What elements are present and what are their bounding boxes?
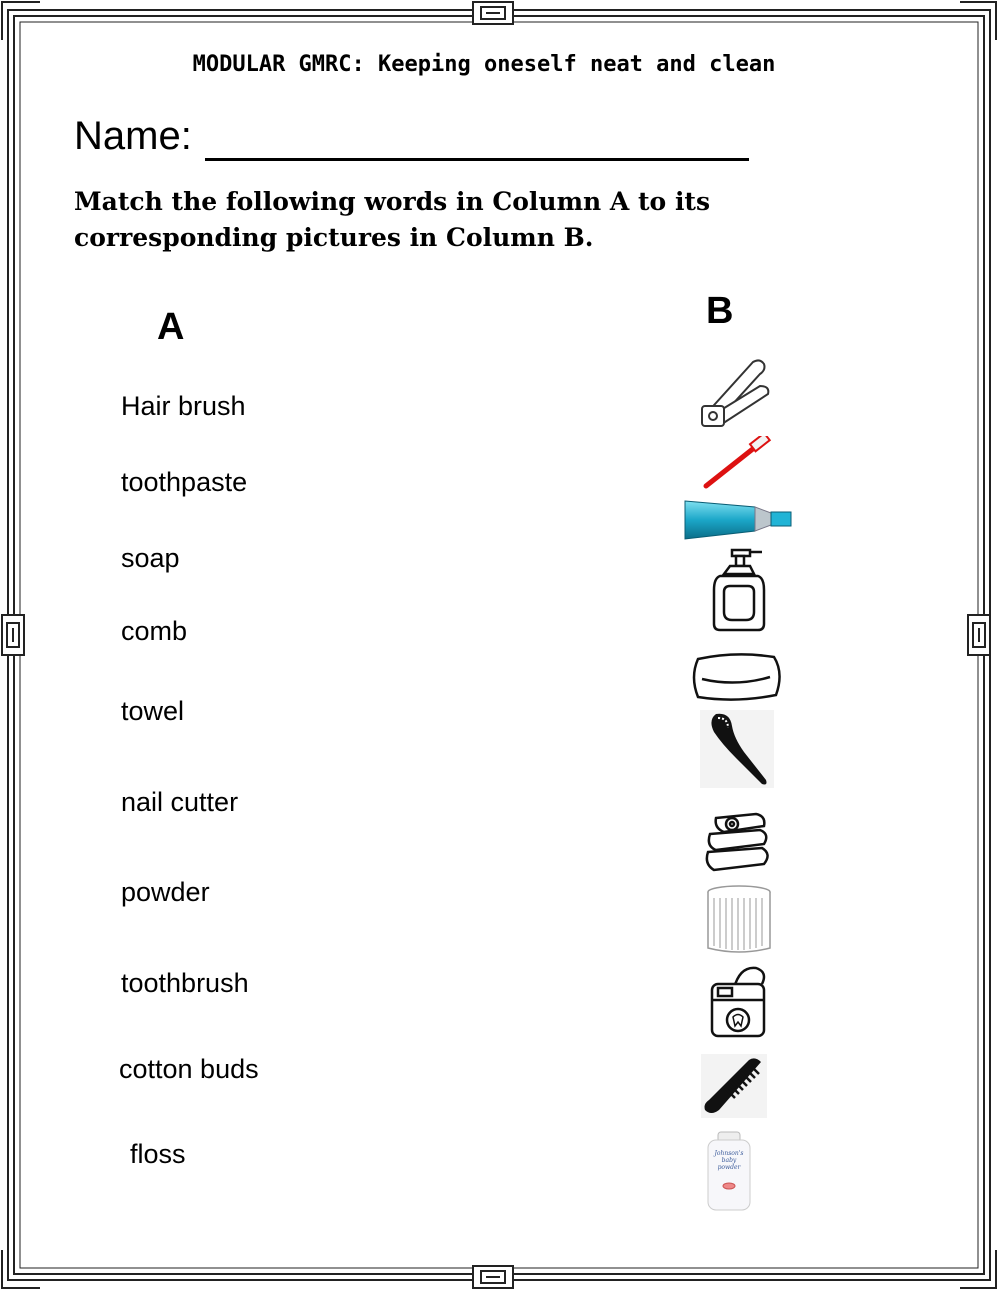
word-comb[interactable]: comb xyxy=(121,616,188,646)
liquid-soap-icon[interactable] xyxy=(710,546,768,634)
powder-label-baby: baby xyxy=(721,1157,737,1164)
powder-label-powder: powder xyxy=(717,1164,741,1171)
word-nail-cutter[interactable]: nail cutter xyxy=(121,787,239,817)
left-ornament xyxy=(2,615,24,655)
word-toothbrush[interactable]: toothbrush xyxy=(121,968,249,998)
instructions: Match the following words in Column A to its corresponding pictures in Column B. xyxy=(74,187,711,252)
toothpaste-icon[interactable] xyxy=(683,497,795,543)
word-soap[interactable]: soap xyxy=(121,543,180,573)
powder-bottle xyxy=(704,1130,754,1212)
word-cotton-buds[interactable]: cotton buds xyxy=(119,1054,259,1084)
nail-cutter-icon[interactable] xyxy=(698,356,778,434)
powder-label-brand: Johnson's xyxy=(714,1150,744,1157)
right-ornament xyxy=(968,615,990,655)
word-towel[interactable]: towel xyxy=(121,696,185,726)
towel-icon[interactable] xyxy=(702,808,774,876)
name-blank-line[interactable] xyxy=(205,158,749,161)
cotton-buds-icon[interactable] xyxy=(704,884,774,956)
word-powder[interactable]: powder xyxy=(121,877,210,907)
powder-icon[interactable] xyxy=(704,1130,754,1212)
hair-brush-icon[interactable] xyxy=(700,710,774,788)
bottom-ornament xyxy=(473,1266,513,1288)
toothbrush-icon[interactable] xyxy=(700,436,774,492)
name-label: Name: xyxy=(74,114,192,158)
floss-icon[interactable] xyxy=(704,962,772,1040)
worksheet-title: MODULAR GMRC: Keeping oneself neat and clean xyxy=(192,52,776,77)
column-b-heading: B xyxy=(706,290,734,332)
top-ornament xyxy=(473,2,513,24)
word-hair-brush[interactable]: Hair brush xyxy=(121,391,246,421)
word-toothpaste[interactable]: toothpaste xyxy=(121,467,248,497)
column-a-heading: A xyxy=(157,306,185,348)
soap-bar-icon[interactable] xyxy=(688,649,786,705)
word-floss[interactable]: floss xyxy=(130,1139,186,1169)
comb-icon[interactable] xyxy=(701,1054,767,1118)
